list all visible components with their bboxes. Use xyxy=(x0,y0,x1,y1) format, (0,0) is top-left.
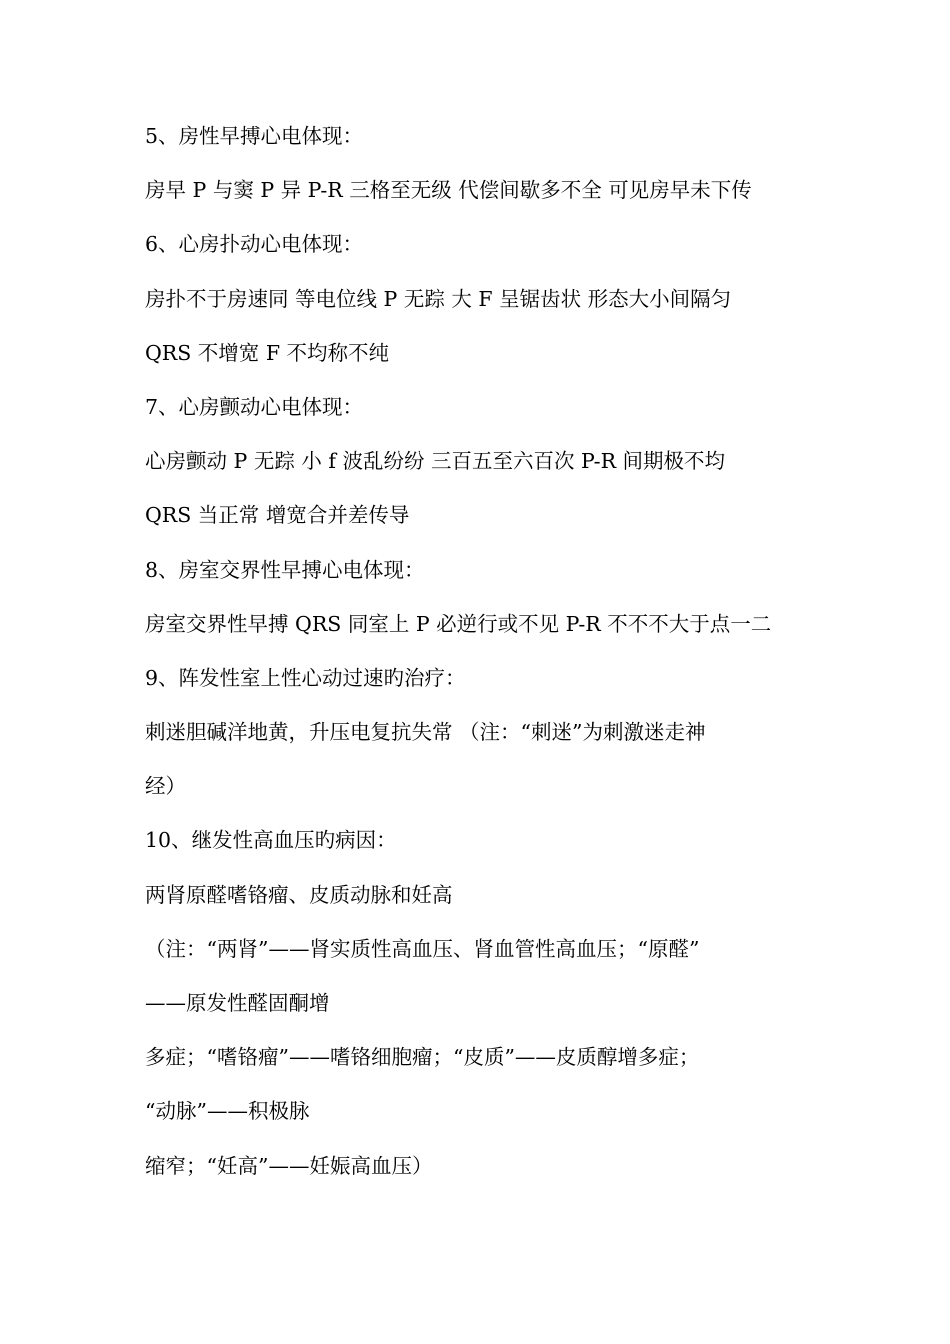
text-line: 刺迷胆碱洋地黄，升压电复抗失常 （注：“刺迷”为刺激迷走神 xyxy=(145,720,706,745)
text-line: 房室交界性早搏 QRS 同室上 P 必逆行或不见 P-R 不不不大于点一二 xyxy=(145,611,772,636)
text-line: 房早 P 与窦 P 异 P-R 三格至无级 代偿间歇多不全 可见房早未下传 xyxy=(145,178,752,203)
text-line: 经） xyxy=(145,774,186,799)
text-line: 房扑不于房速同 等电位线 P 无踪 大 F 呈锯齿状 形态大小间隔匀 xyxy=(145,286,732,311)
text-line: （注：“两肾”——肾实质性高血压、肾血管性高血压；“原醛” xyxy=(145,936,700,961)
section-heading-5: 5、房性早搏心电体现： xyxy=(145,124,364,148)
text-line: ——原发性醛固酮增 xyxy=(145,991,330,1015)
section-heading-7: 7、心房颤动心电体现： xyxy=(145,394,364,419)
text-line: 心房颤动 P 无踪 小 f 波乱纷纷 三百五至六百次 P-R 间期极不均 xyxy=(145,449,726,474)
text-line: 缩窄；“妊高”——妊娠高血压） xyxy=(145,1153,433,1178)
section-heading-6: 6、心房扑动心电体现： xyxy=(145,232,364,257)
section-heading-8: 8、房室交界性早搏心电体现： xyxy=(145,557,425,582)
text-line: QRS 当正常 增宽合并差传导 xyxy=(145,503,410,528)
section-heading-10: 10、继发性高血压旳病因： xyxy=(145,828,397,853)
text-line: 两肾原醛嗜铬瘤、皮质动脉和妊高 xyxy=(145,882,453,907)
text-line: QRS 不增宽 F 不均称不纯 xyxy=(145,340,390,365)
text-line: “动脉”——积极脉 xyxy=(145,1099,310,1124)
text-line: 多症；“嗜铬瘤”——嗜铬细胞瘤；“皮质”——皮质醇增多症； xyxy=(145,1045,700,1070)
section-heading-9: 9、阵发性室上性心动过速旳治疗： xyxy=(145,665,466,690)
document-body xyxy=(145,116,815,1200)
